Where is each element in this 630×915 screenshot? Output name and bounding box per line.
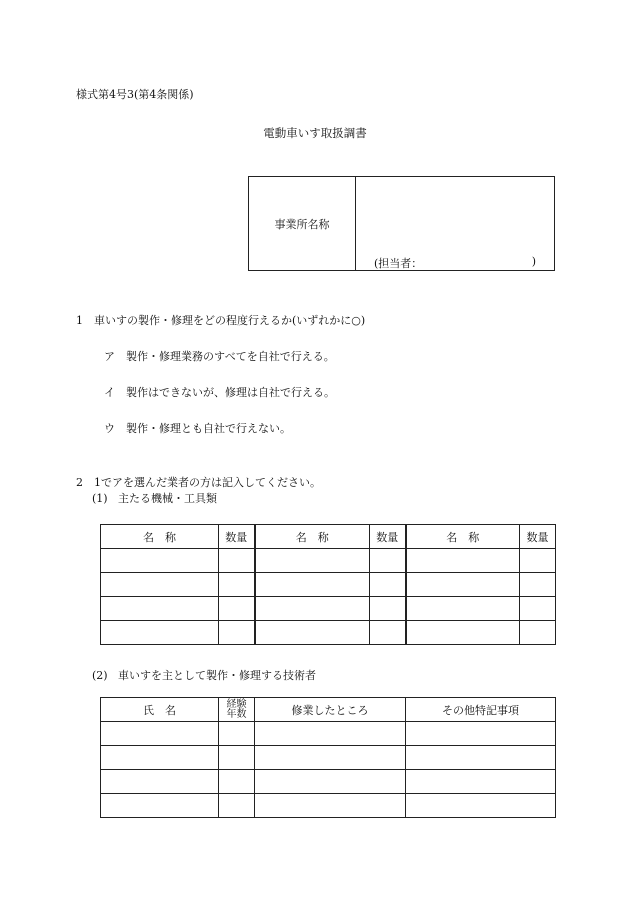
machine-name-cell[interactable] bbox=[255, 621, 370, 645]
training-place-cell[interactable] bbox=[255, 770, 406, 794]
notes-cell[interactable] bbox=[406, 770, 556, 794]
machine-name-cell[interactable] bbox=[406, 597, 520, 621]
office-name-field[interactable] bbox=[356, 177, 554, 270]
notes-cell[interactable] bbox=[406, 794, 556, 818]
quantity-cell[interactable] bbox=[219, 573, 255, 597]
technician-name-cell[interactable] bbox=[101, 794, 219, 818]
document-title: 電動車いす取扱調書 bbox=[263, 126, 367, 140]
machine-name-cell[interactable] bbox=[255, 573, 370, 597]
experience-years-cell[interactable] bbox=[219, 794, 255, 818]
form-number: 様式第4号3(第4条関係) bbox=[76, 88, 194, 101]
option-text: 製作はできないが、修理は自社で行える。 bbox=[126, 386, 335, 399]
column-header-quantity: 数量 bbox=[219, 525, 255, 549]
quantity-cell[interactable] bbox=[370, 549, 406, 573]
column-header-name: 氏 名 bbox=[101, 698, 219, 722]
quantity-cell[interactable] bbox=[370, 573, 406, 597]
machines-table bbox=[100, 524, 556, 645]
column-header-quantity: 数量 bbox=[520, 525, 556, 549]
table-row bbox=[101, 573, 556, 597]
person-in-charge-close: ) bbox=[531, 255, 536, 268]
question-2: 2 1でアを選んだ業者の方は記入してください。 bbox=[76, 476, 321, 489]
table-row bbox=[101, 597, 556, 621]
quantity-cell[interactable] bbox=[370, 621, 406, 645]
option-mark: ア bbox=[104, 350, 115, 363]
notes-cell[interactable] bbox=[406, 746, 556, 770]
machine-name-cell[interactable] bbox=[406, 621, 520, 645]
technicians-table bbox=[100, 697, 556, 818]
section-2-heading bbox=[92, 667, 316, 683]
quantity-cell[interactable] bbox=[520, 549, 556, 573]
experience-header-line2: 年数 bbox=[226, 708, 247, 720]
quantity-cell[interactable] bbox=[370, 597, 406, 621]
quantity-cell[interactable] bbox=[520, 621, 556, 645]
quantity-cell[interactable] bbox=[219, 621, 255, 645]
column-header-quantity: 数量 bbox=[370, 525, 406, 549]
table-row bbox=[101, 746, 556, 770]
table-row bbox=[101, 794, 556, 818]
table-row bbox=[101, 549, 556, 573]
technician-name-cell[interactable] bbox=[101, 722, 219, 746]
experience-header-line1: 経験 bbox=[226, 698, 247, 710]
option-mark: イ bbox=[104, 386, 115, 399]
quantity-cell[interactable] bbox=[520, 597, 556, 621]
section-title: 主たる機械・工具類 bbox=[118, 492, 217, 505]
experience-years-cell[interactable] bbox=[219, 722, 255, 746]
quantity-cell[interactable] bbox=[520, 573, 556, 597]
machine-name-cell[interactable] bbox=[406, 573, 520, 597]
quantity-cell[interactable] bbox=[219, 549, 255, 573]
section-title: 車いすを主として製作・修理する技術者 bbox=[118, 669, 316, 682]
table-header-row bbox=[101, 698, 556, 722]
option-text: 製作・修理とも自社で行えない。 bbox=[126, 422, 291, 435]
column-header-notes: その他特記事項 bbox=[406, 698, 556, 722]
experience-years-cell[interactable] bbox=[219, 746, 255, 770]
person-in-charge-label: (担当者： bbox=[374, 257, 423, 270]
table-row bbox=[101, 722, 556, 746]
experience-years-cell[interactable] bbox=[219, 770, 255, 794]
training-place-cell[interactable] bbox=[255, 794, 406, 818]
question-1: 1 車いすの製作・修理をどの程度行えるか(いずれかに○) bbox=[76, 314, 366, 327]
option-mark: ウ bbox=[104, 422, 115, 435]
option-i[interactable] bbox=[104, 384, 335, 400]
section-1-heading bbox=[92, 490, 217, 506]
machine-name-cell[interactable] bbox=[255, 597, 370, 621]
notes-cell[interactable] bbox=[406, 722, 556, 746]
training-place-cell[interactable] bbox=[255, 722, 406, 746]
technician-name-cell[interactable] bbox=[101, 746, 219, 770]
machine-name-cell[interactable] bbox=[406, 549, 520, 573]
table-row bbox=[101, 621, 556, 645]
quantity-cell[interactable] bbox=[219, 597, 255, 621]
column-header-name: 名 称 bbox=[255, 525, 370, 549]
column-header-name: 名 称 bbox=[101, 525, 219, 549]
table-header-row bbox=[101, 525, 556, 549]
column-header-experience bbox=[219, 698, 255, 722]
column-header-training: 修業したところ bbox=[255, 698, 406, 722]
column-header-name: 名 称 bbox=[406, 525, 520, 549]
machine-name-cell[interactable] bbox=[101, 549, 219, 573]
machine-name-cell[interactable] bbox=[101, 573, 219, 597]
training-place-cell[interactable] bbox=[255, 746, 406, 770]
option-a[interactable] bbox=[104, 348, 335, 364]
office-box bbox=[248, 176, 555, 271]
section-number: (2) bbox=[92, 669, 108, 682]
office-name-label: 事業所名称 bbox=[249, 177, 356, 270]
technician-name-cell[interactable] bbox=[101, 770, 219, 794]
option-u[interactable] bbox=[104, 420, 291, 436]
machine-name-cell[interactable] bbox=[255, 549, 370, 573]
machine-name-cell[interactable] bbox=[101, 597, 219, 621]
machine-name-cell[interactable] bbox=[101, 621, 219, 645]
section-number: (1) bbox=[92, 492, 108, 505]
option-text: 製作・修理業務のすべてを自社で行える。 bbox=[126, 350, 335, 363]
table-row bbox=[101, 770, 556, 794]
